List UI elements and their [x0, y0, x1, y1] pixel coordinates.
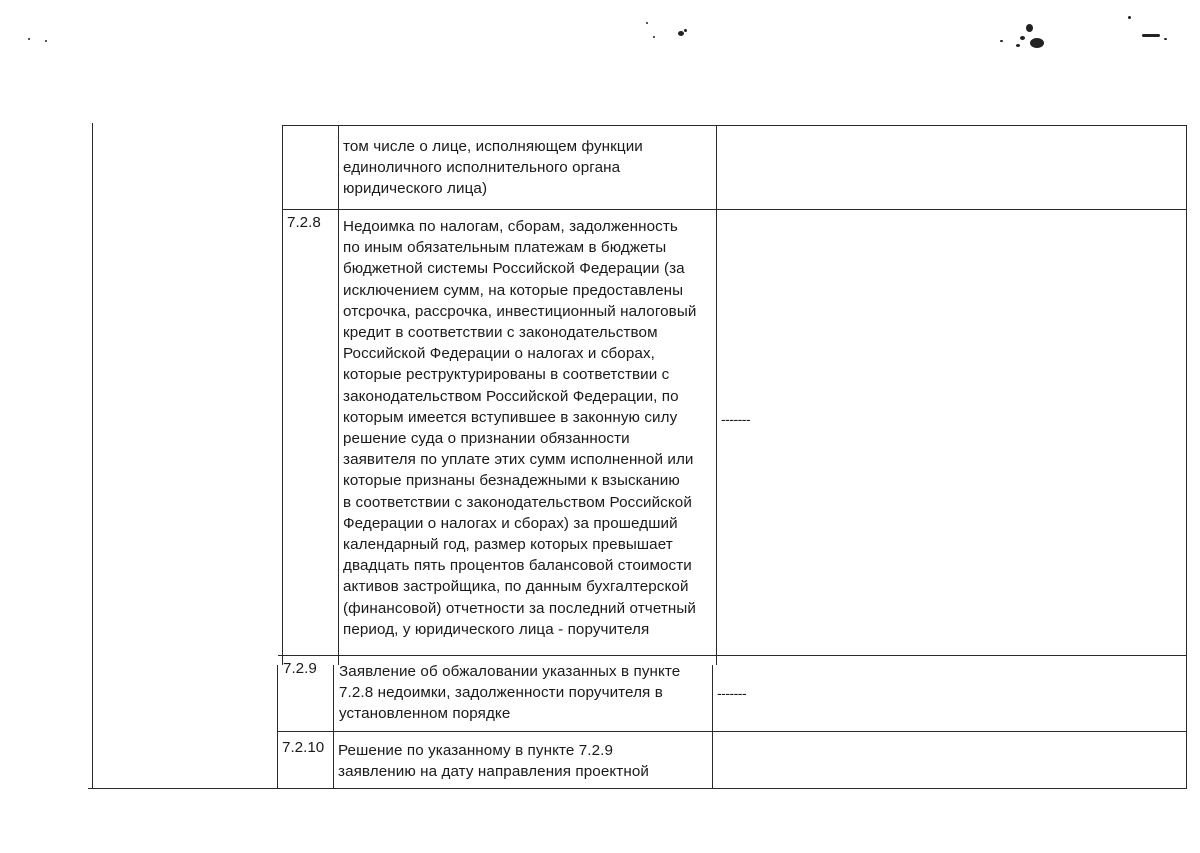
row-description: Решение по указанному в пункте 7.2.9 заявлению на дату направления проектной — [338, 742, 649, 781]
row-value: ------- — [717, 685, 747, 701]
row-description: Недоимка по налогам, сборам, задолженность по иным обязательным платежам в бюджеты бюджетной системы Российской Федерации (за исключением сумм, на которые предоставлены отсрочка, рассрочка, инвестиционный налоговый кредит в соответствии с законодательством Российской Федерации о налогах и сборах, которые реструктурированы в соответствии с законодательством Российской Федерации, по которым имеется вступившее в законную силу решение суда о признании обязанности заявителя по уплате этих сумм исполненной или которые признаны безнадежными к взысканию в соответствии с законодательством Российской Федерации о налогах и сборах) за прошедший календарный год, размер которых превышает двадцать пять процентов балансовой стоимости активов застройщика, по данным бухгалтерской (финансовой) отчетности за последний отчетный период, у юридического лица - поручителя — [343, 218, 697, 638]
row-description: Заявление об обжаловании указанных в пункте 7.2.8 недоимки, задолженности поручителя в установленном порядке — [339, 663, 681, 723]
row-value: ------- — [721, 411, 751, 427]
row-number: 7.2.10 — [282, 739, 325, 756]
row-number: 7.2.9 — [283, 660, 317, 677]
row-description: том числе о лице, исполняющем функции единоличного исполнительного органа юридического лица) — [343, 138, 643, 198]
row-number: 7.2.8 — [287, 214, 321, 231]
